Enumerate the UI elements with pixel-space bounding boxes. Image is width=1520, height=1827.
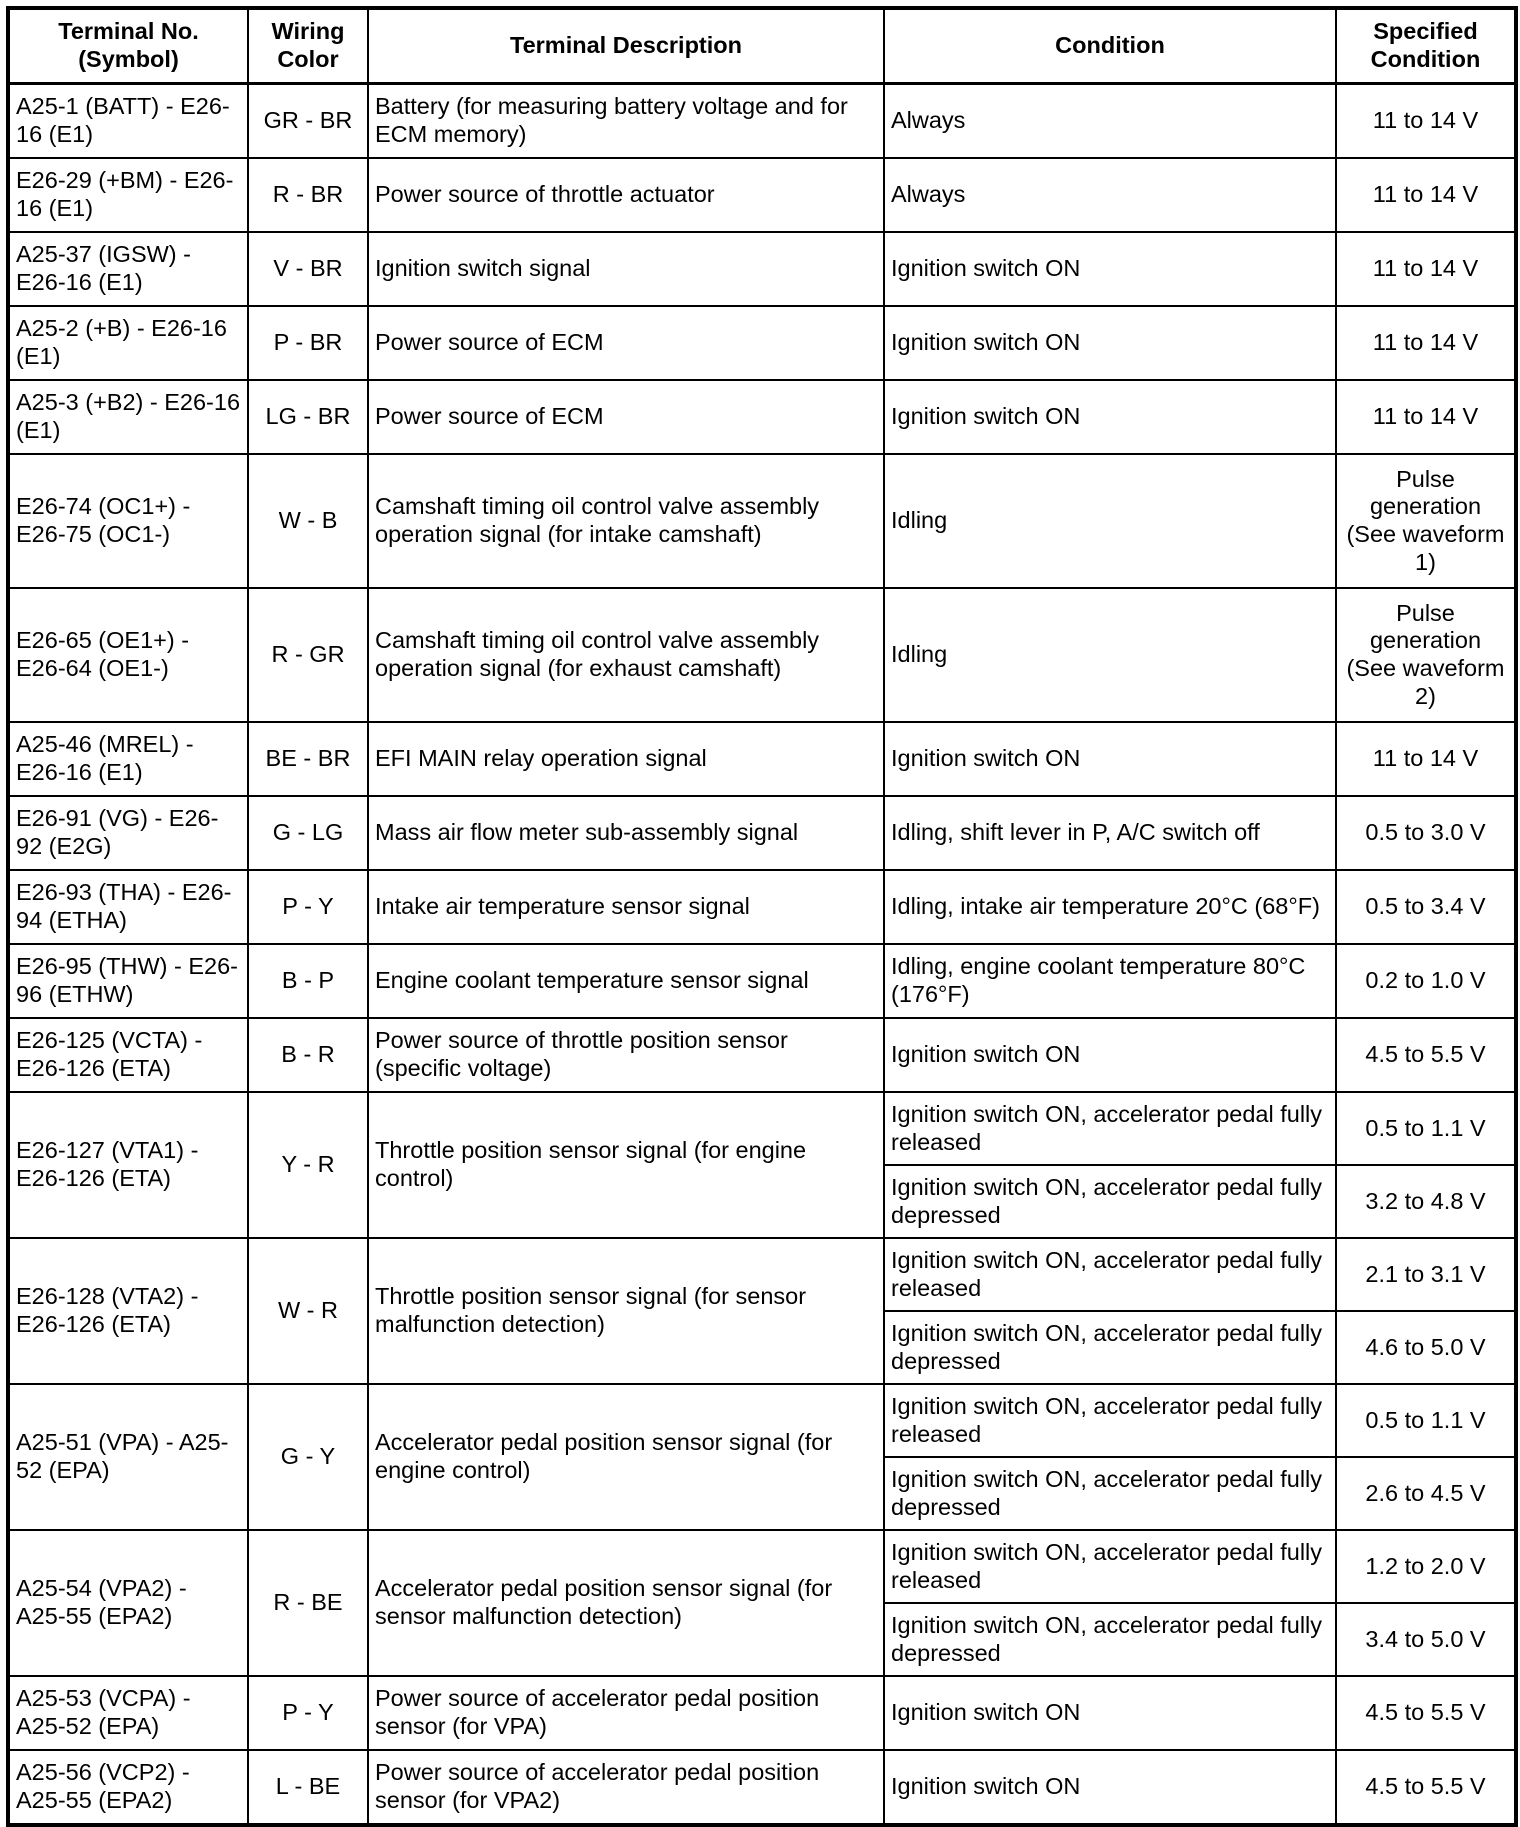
condition-cell: Always xyxy=(884,158,1336,232)
description-cell: Accelerator pedal position sensor signal (for sensor malfunction detection) xyxy=(368,1530,884,1676)
specified-condition-cell: 3.4 to 5.0 V xyxy=(1336,1603,1516,1676)
header-terminal-description: Terminal Description xyxy=(368,8,884,84)
description-cell: Ignition switch signal xyxy=(368,232,884,306)
table-row xyxy=(8,796,1516,870)
specified-condition-cell: Pulse generation (See waveform 1) xyxy=(1336,454,1516,588)
description-cell: Power source of throttle actuator xyxy=(368,158,884,232)
specified-condition-cell: 0.5 to 3.0 V xyxy=(1336,796,1516,870)
condition-cell: Ignition switch ON, accelerator pedal fully depressed xyxy=(884,1165,1336,1238)
ecm-terminal-table xyxy=(6,6,1518,1827)
wiring-color-cell: V - BR xyxy=(248,232,368,306)
table-row xyxy=(8,380,1516,454)
header-wiring-color: Wiring Color xyxy=(248,8,368,84)
terminal-cell: A25-1 (BATT) - E26-16 (E1) xyxy=(8,84,248,159)
terminal-cell: E26-91 (VG) - E26-92 (E2G) xyxy=(8,796,248,870)
condition-cell: Ignition switch ON, accelerator pedal fully depressed xyxy=(884,1457,1336,1530)
table-row xyxy=(8,1092,1516,1165)
specified-condition-cell: 11 to 14 V xyxy=(1336,722,1516,796)
table-row xyxy=(8,158,1516,232)
terminal-cell: E26-93 (THA) - E26-94 (ETHA) xyxy=(8,870,248,944)
condition-cell: Idling, shift lever in P, A/C switch off xyxy=(884,796,1336,870)
condition-cell: Idling, intake air temperature 20°C (68°F) xyxy=(884,870,1336,944)
specified-condition-cell: 3.2 to 4.8 V xyxy=(1336,1165,1516,1238)
wiring-color-cell: L - BE xyxy=(248,1750,368,1825)
specified-condition-cell: 4.6 to 5.0 V xyxy=(1336,1311,1516,1384)
condition-cell: Ignition switch ON xyxy=(884,1676,1336,1750)
table-row xyxy=(8,84,1516,159)
condition-cell: Ignition switch ON xyxy=(884,722,1336,796)
wiring-color-cell: P - Y xyxy=(248,870,368,944)
terminal-cell: A25-2 (+B) - E26-16 (E1) xyxy=(8,306,248,380)
description-cell: Power source of ECM xyxy=(368,306,884,380)
table-row xyxy=(8,1530,1516,1603)
terminal-cell: E26-125 (VCTA) - E26-126 (ETA) xyxy=(8,1018,248,1092)
condition-cell: Always xyxy=(884,84,1336,159)
wiring-color-cell: R - BE xyxy=(248,1530,368,1676)
specified-condition-cell: 4.5 to 5.5 V xyxy=(1336,1676,1516,1750)
table-row xyxy=(8,454,1516,588)
description-cell: Throttle position sensor signal (for sensor malfunction detection) xyxy=(368,1238,884,1384)
description-cell: Power source of ECM xyxy=(368,380,884,454)
table-row xyxy=(8,306,1516,380)
terminal-cell: A25-37 (IGSW) - E26-16 (E1) xyxy=(8,232,248,306)
condition-cell: Ignition switch ON, accelerator pedal fully released xyxy=(884,1384,1336,1457)
terminal-table-container xyxy=(6,6,1514,1827)
condition-cell: Ignition switch ON, accelerator pedal fully released xyxy=(884,1238,1336,1311)
description-cell: Power source of accelerator pedal position sensor (for VPA) xyxy=(368,1676,884,1750)
condition-cell: Ignition switch ON xyxy=(884,1750,1336,1825)
table-row xyxy=(8,944,1516,1018)
terminal-cell: A25-46 (MREL) - E26-16 (E1) xyxy=(8,722,248,796)
wiring-color-cell: R - GR xyxy=(248,588,368,722)
specified-condition-cell: 11 to 14 V xyxy=(1336,380,1516,454)
condition-cell: Ignition switch ON, accelerator pedal fully released xyxy=(884,1530,1336,1603)
terminal-cell: E26-95 (THW) - E26-96 (ETHW) xyxy=(8,944,248,1018)
table-row xyxy=(8,870,1516,944)
wiring-color-cell: B - R xyxy=(248,1018,368,1092)
table-header xyxy=(8,8,1516,84)
header-condition: Condition xyxy=(884,8,1336,84)
condition-cell: Idling, engine coolant temperature 80°C (176°F) xyxy=(884,944,1336,1018)
terminal-cell: E26-128 (VTA2) - E26-126 (ETA) xyxy=(8,1238,248,1384)
condition-cell: Idling xyxy=(884,454,1336,588)
specified-condition-cell: 2.1 to 3.1 V xyxy=(1336,1238,1516,1311)
terminal-cell: A25-54 (VPA2) - A25-55 (EPA2) xyxy=(8,1530,248,1676)
specified-condition-cell: 0.2 to 1.0 V xyxy=(1336,944,1516,1018)
description-cell: Accelerator pedal position sensor signal (for engine control) xyxy=(368,1384,884,1530)
condition-cell: Ignition switch ON, accelerator pedal fully released xyxy=(884,1092,1336,1165)
specified-condition-cell: 4.5 to 5.5 V xyxy=(1336,1018,1516,1092)
wiring-color-cell: Y - R xyxy=(248,1092,368,1238)
table-row xyxy=(8,1384,1516,1457)
terminal-cell: E26-74 (OC1+) - E26-75 (OC1-) xyxy=(8,454,248,588)
specified-condition-cell: 2.6 to 4.5 V xyxy=(1336,1457,1516,1530)
specified-condition-cell: 11 to 14 V xyxy=(1336,158,1516,232)
wiring-color-cell: R - BR xyxy=(248,158,368,232)
table-row xyxy=(8,1676,1516,1750)
table-row xyxy=(8,588,1516,722)
wiring-color-cell: GR - BR xyxy=(248,84,368,159)
description-cell: Power source of throttle position sensor (specific voltage) xyxy=(368,1018,884,1092)
wiring-color-cell: B - P xyxy=(248,944,368,1018)
condition-cell: Idling xyxy=(884,588,1336,722)
description-cell: Camshaft timing oil control valve assembly operation signal (for intake camshaft) xyxy=(368,454,884,588)
terminal-cell: E26-29 (+BM) - E26-16 (E1) xyxy=(8,158,248,232)
specified-condition-cell: 11 to 14 V xyxy=(1336,306,1516,380)
terminal-cell: A25-53 (VCPA) - A25-52 (EPA) xyxy=(8,1676,248,1750)
header-terminal: Terminal No. (Symbol) xyxy=(8,8,248,84)
wiring-color-cell: LG - BR xyxy=(248,380,368,454)
specified-condition-cell: 11 to 14 V xyxy=(1336,84,1516,159)
description-cell: Mass air flow meter sub-assembly signal xyxy=(368,796,884,870)
condition-cell: Ignition switch ON, accelerator pedal fully depressed xyxy=(884,1603,1336,1676)
header-specified-condition: Specified Condition xyxy=(1336,8,1516,84)
wiring-color-cell: P - BR xyxy=(248,306,368,380)
specified-condition-cell: 1.2 to 2.0 V xyxy=(1336,1530,1516,1603)
specified-condition-cell: 0.5 to 1.1 V xyxy=(1336,1384,1516,1457)
wiring-color-cell: W - B xyxy=(248,454,368,588)
wiring-color-cell: G - Y xyxy=(248,1384,368,1530)
specified-condition-cell: Pulse generation (See waveform 2) xyxy=(1336,588,1516,722)
condition-cell: Ignition switch ON xyxy=(884,306,1336,380)
wiring-color-cell: W - R xyxy=(248,1238,368,1384)
table-body xyxy=(8,84,1516,1826)
header-row xyxy=(8,8,1516,84)
terminal-cell: A25-56 (VCP2) - A25-55 (EPA2) xyxy=(8,1750,248,1825)
description-cell: EFI MAIN relay operation signal xyxy=(368,722,884,796)
table-row xyxy=(8,232,1516,306)
terminal-cell: E26-65 (OE1+) - E26-64 (OE1-) xyxy=(8,588,248,722)
condition-cell: Ignition switch ON, accelerator pedal fully depressed xyxy=(884,1311,1336,1384)
description-cell: Engine coolant temperature sensor signal xyxy=(368,944,884,1018)
specified-condition-cell: 11 to 14 V xyxy=(1336,232,1516,306)
description-cell: Battery (for measuring battery voltage and for ECM memory) xyxy=(368,84,884,159)
condition-cell: Ignition switch ON xyxy=(884,380,1336,454)
table-row xyxy=(8,722,1516,796)
table-row xyxy=(8,1018,1516,1092)
table-row xyxy=(8,1750,1516,1825)
table-row xyxy=(8,1238,1516,1311)
terminal-cell: A25-51 (VPA) - A25-52 (EPA) xyxy=(8,1384,248,1530)
wiring-color-cell: P - Y xyxy=(248,1676,368,1750)
terminal-cell: A25-3 (+B2) - E26-16 (E1) xyxy=(8,380,248,454)
condition-cell: Ignition switch ON xyxy=(884,232,1336,306)
wiring-color-cell: G - LG xyxy=(248,796,368,870)
description-cell: Camshaft timing oil control valve assembly operation signal (for exhaust camshaft) xyxy=(368,588,884,722)
description-cell: Intake air temperature sensor signal xyxy=(368,870,884,944)
specified-condition-cell: 4.5 to 5.5 V xyxy=(1336,1750,1516,1825)
condition-cell: Ignition switch ON xyxy=(884,1018,1336,1092)
wiring-color-cell: BE - BR xyxy=(248,722,368,796)
description-cell: Throttle position sensor signal (for engine control) xyxy=(368,1092,884,1238)
specified-condition-cell: 0.5 to 1.1 V xyxy=(1336,1092,1516,1165)
description-cell: Power source of accelerator pedal position sensor (for VPA2) xyxy=(368,1750,884,1825)
specified-condition-cell: 0.5 to 3.4 V xyxy=(1336,870,1516,944)
terminal-cell: E26-127 (VTA1) - E26-126 (ETA) xyxy=(8,1092,248,1238)
